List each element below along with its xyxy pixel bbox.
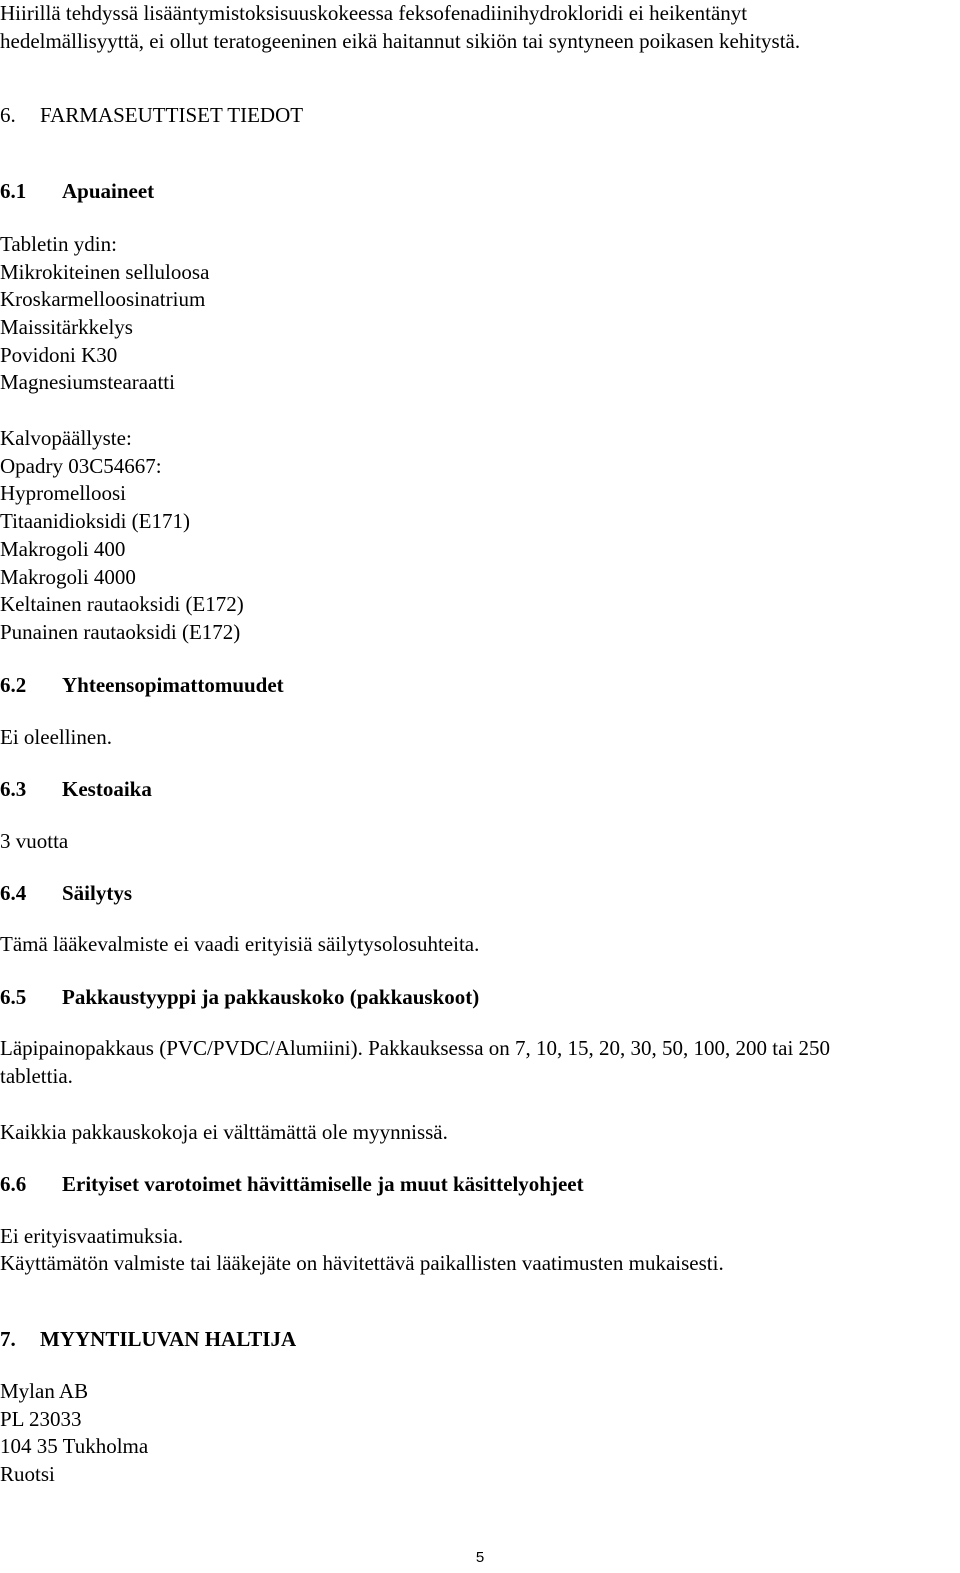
- subsection-6-5-note: Kaikkia pakkauskokoja ei välttämättä ole myynnissä.: [0, 1120, 448, 1144]
- subsection-6-5-number: 6.5: [0, 985, 27, 1009]
- subsection-6-4-text: Tämä lääkevalmiste ei vaadi erityisiä säilytysolosuhteita.: [0, 932, 480, 956]
- core-item: Kroskarmelloosinatrium: [0, 287, 206, 311]
- coating-item: Hypromelloosi: [0, 481, 126, 505]
- section-7-title: MYYNTILUVAN HALTIJA: [40, 1327, 297, 1351]
- subsection-6-6-heading: [0, 1170, 584, 1198]
- core-item: Povidoni K30: [0, 343, 118, 367]
- address-line: 104 35 Tukholma: [0, 1434, 149, 1458]
- subsection-6-6-line-1: Ei erityisvaatimuksia.: [0, 1224, 184, 1248]
- subsection-6-3-text: 3 vuotta: [0, 829, 69, 853]
- subsection-6-6-number: 6.6: [0, 1172, 27, 1196]
- section-6-title: FARMASEUTTISET TIEDOT: [40, 103, 304, 127]
- subsection-6-2-heading: [0, 671, 284, 699]
- subsection-6-4-number: 6.4: [0, 881, 27, 905]
- core-item: Maissitärkkelys: [0, 315, 133, 339]
- subsection-6-1-title: Apuaineet: [62, 179, 155, 203]
- subsection-6-3-title: Kestoaika: [62, 777, 152, 801]
- coating-item: Titaanidioksidi (E171): [0, 509, 190, 533]
- coating-item: Opadry 03C54667:: [0, 454, 162, 478]
- intro-line-2: hedelmällisyyttä, ei ollut teratogeeninen eikä haitannut sikiön tai syntyneen poikasen kehitystä.: [0, 29, 801, 53]
- coating-item: Keltainen rautaoksidi (E172): [0, 592, 244, 616]
- section-7-heading: [0, 1325, 296, 1353]
- subsection-6-6-title: Erityiset varotoimet hävittämiselle ja muut käsittelyohjeet: [62, 1172, 584, 1196]
- address-line: Mylan AB: [0, 1379, 89, 1403]
- coating-item: Makrogoli 4000: [0, 565, 136, 589]
- core-label: Tabletin ydin:: [0, 232, 117, 256]
- subsection-6-1-number: 6.1: [0, 179, 27, 203]
- page-number: 5: [475, 1549, 485, 1566]
- subsection-6-2-number: 6.2: [0, 673, 27, 697]
- subsection-6-2-text: Ei oleellinen.: [0, 725, 112, 749]
- core-item: Mikrokiteinen selluloosa: [0, 260, 210, 284]
- section-6-heading: [0, 101, 303, 129]
- subsection-6-5-text-line-1: Läpipainopakkaus (PVC/PVDC/Alumiini). Pakkauksessa on 7, 10, 15, 20, 30, 50, 100, 200 tai 250: [0, 1036, 831, 1060]
- address-line: PL 23033: [0, 1407, 82, 1431]
- coating-label: Kalvopäällyste:: [0, 426, 132, 450]
- subsection-6-2-title: Yhteensopimattomuudet: [62, 673, 284, 697]
- subsection-6-4-heading: [0, 879, 132, 907]
- subsection-6-3-heading: [0, 775, 152, 803]
- subsection-6-5-title: Pakkaustyyppi ja pakkauskoko (pakkauskoot): [62, 985, 480, 1009]
- subsection-6-4-title: Säilytys: [62, 881, 133, 905]
- subsection-6-5-heading: [0, 983, 479, 1011]
- subsection-6-3-number: 6.3: [0, 777, 27, 801]
- core-item: Magnesiumstearaatti: [0, 370, 175, 394]
- intro-line-1: Hiirillä tehdyssä lisääntymistoksisuuskokeessa feksofenadiinihydrokloridi ei heikentänyt: [0, 1, 748, 25]
- coating-item: Makrogoli 400: [0, 537, 126, 561]
- section-7-number: 7.: [0, 1327, 16, 1351]
- coating-item: Punainen rautaoksidi (E172): [0, 620, 241, 644]
- subsection-6-5-text-line-2: tablettia.: [0, 1064, 73, 1088]
- subsection-6-6-line-2: Käyttämätön valmiste tai lääkejäte on hävitettävä paikallisten vaatimusten mukaisesti.: [0, 1251, 724, 1275]
- address-line: Ruotsi: [0, 1462, 55, 1486]
- subsection-6-1-heading: [0, 177, 154, 205]
- section-6-number: 6.: [0, 103, 16, 127]
